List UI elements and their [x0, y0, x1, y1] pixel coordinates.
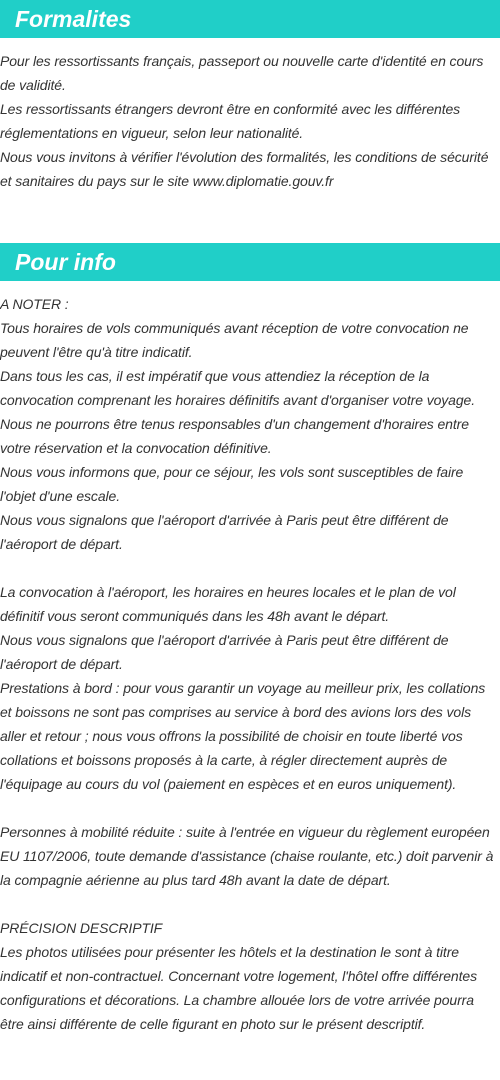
formalites-paragraph: Les ressortissants étrangers devront être en conformité avec les différentes réglementations en vigueur, selon leur nationalité. — [0, 101, 461, 141]
info-note-label: A NOTER : — [0, 296, 69, 312]
formalites-body — [0, 49, 500, 193]
descriptif-label: PRÉCISION DESCRIPTIF — [0, 920, 163, 936]
paragraph-spacer — [0, 556, 500, 580]
info-paragraph: Nous vous informons que, pour ce séjour, les vols sont susceptibles de faire l'objet d'une escale. — [0, 464, 464, 504]
info-paragraph: Les photos utilisées pour présenter les hôtels et la destination le sont à titre indicatif et non-contractuel. Concernant votre logement, l'hôtel offre différentes configurations et décorations. La chambre allouée lors de votre arrivée pourra être ainsi différente de celle figurant en photo sur le présent descriptif. — [0, 944, 477, 1032]
formalites-paragraph: Pour les ressortissants français, passeport ou nouvelle carte d'identité en cours de validité. — [0, 53, 484, 93]
info-paragraph: Nous vous signalons que l'aéroport d'arrivée à Paris peut être différent de l'aéroport de départ. — [0, 512, 449, 552]
paragraph-spacer — [0, 892, 500, 916]
formalites-section — [0, 0, 500, 193]
formalites-heading: Formalites — [0, 0, 500, 38]
info-paragraph: Nous vous signalons que l'aéroport d'arrivée à Paris peut être différent de l'aéroport de départ. — [0, 632, 449, 672]
info-paragraph: La convocation à l'aéroport, les horaires en heures locales et le plan de vol définitif vous seront communiqués dans les 48h avant le départ. — [0, 584, 456, 624]
info-paragraph: Nous ne pourrons être tenus responsables d'un changement d'horaires entre votre réservation et la convocation définitive. — [0, 416, 469, 456]
info-section — [0, 243, 500, 1036]
info-paragraph: Prestations à bord : pour vous garantir un voyage au meilleur prix, les collations et boissons ne sont pas comprises au service à bord des avions lors des vols aller et retour ; nous vous offrons la possibilité de choisir en toute liberté vos collations et boissons proposés à la carte, à régler directement auprès de l'équipage au cours du vol (paiement en espèces et en euros uniquement). — [0, 680, 486, 792]
info-paragraph: Dans tous les cas, il est impératif que vous attendiez la réception de la convocation comprenant les horaires définitifs avant d'organiser votre voyage. — [0, 368, 476, 408]
info-paragraph: Tous horaires de vols communiqués avant réception de votre convocation ne peuvent l'être qu'à titre indicatif. — [0, 320, 469, 360]
paragraph-spacer — [0, 796, 500, 820]
formalites-paragraph: Nous vous invitons à vérifier l'évolution des formalités, les conditions de sécurité et sanitaires du pays sur le site www.diplomatie.gouv.fr — [0, 149, 489, 189]
info-body — [0, 292, 500, 1036]
info-paragraph: Personnes à mobilité réduite : suite à l'entrée en vigueur du règlement européen EU 1107/2006, toute demande d'assistance (chaise roulante, etc.) doit parvenir à la compagnie aérienne au plus tard 48h avant la date de départ. — [0, 824, 494, 888]
info-heading: Pour info — [0, 243, 500, 281]
